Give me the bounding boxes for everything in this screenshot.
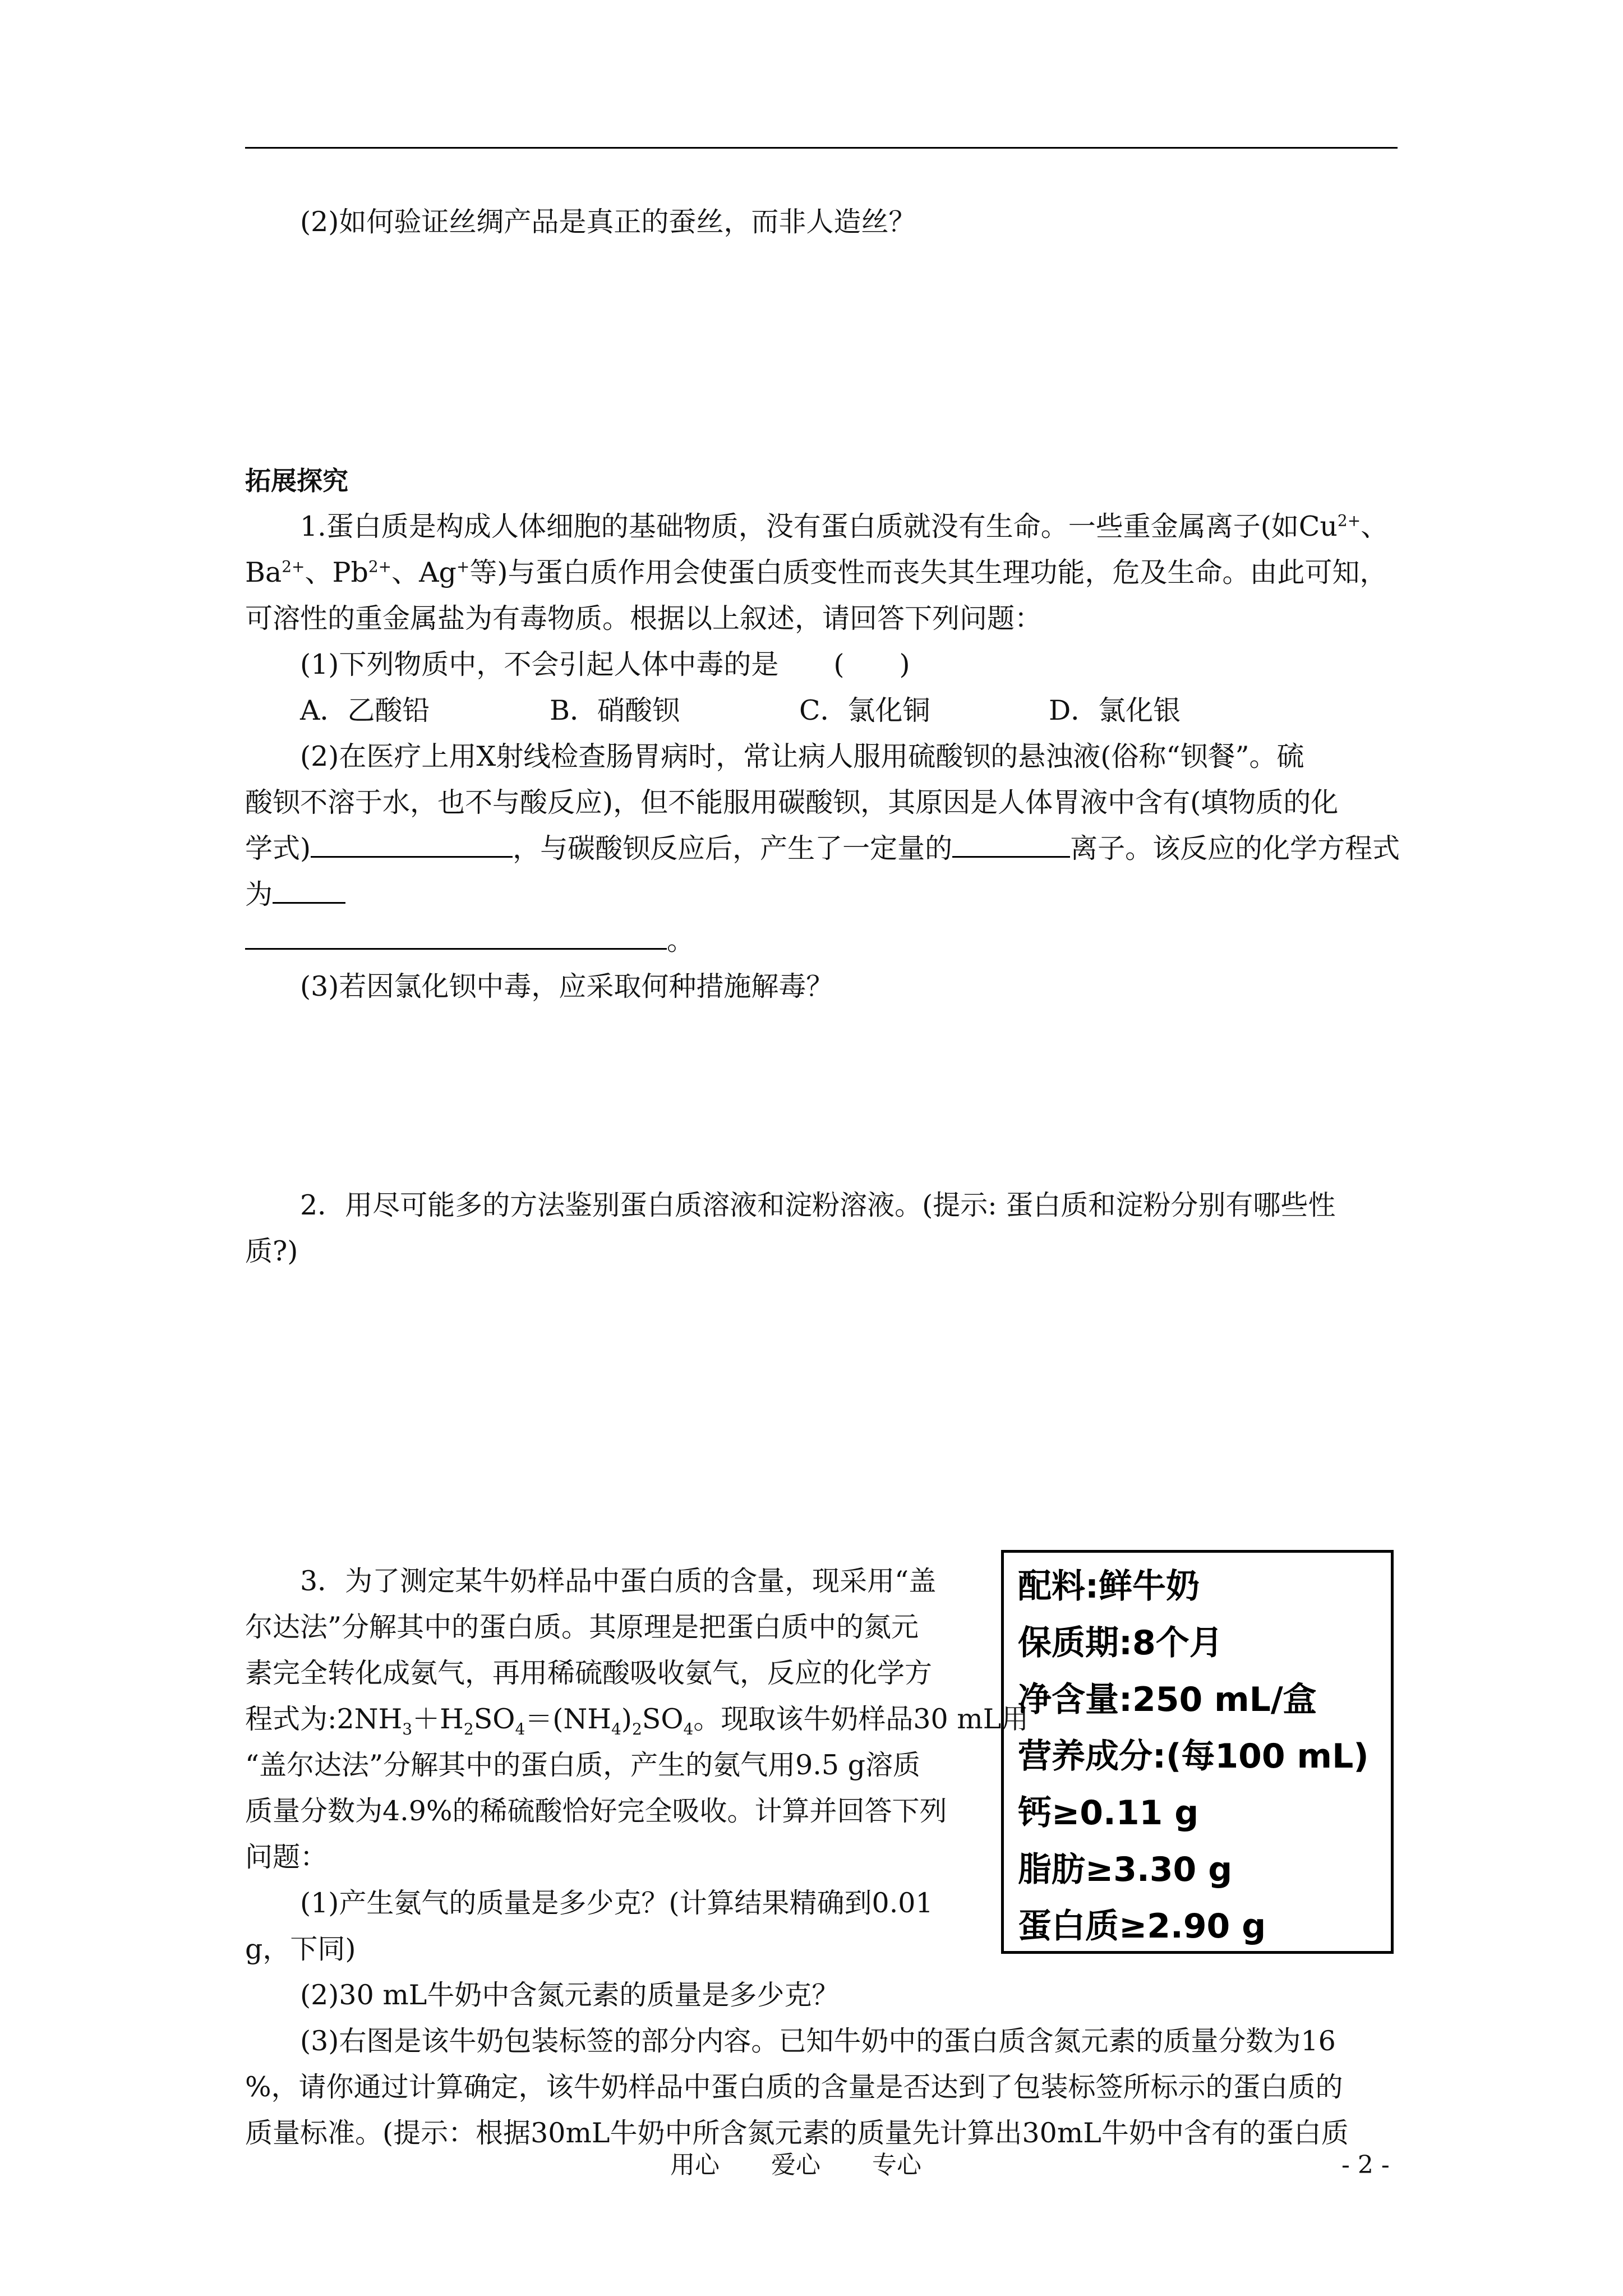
q3-line7: 问题： <box>245 1841 328 1873</box>
eq-subscript: 3 <box>402 1719 413 1738</box>
eq-part: ) <box>621 1703 632 1735</box>
ba-charge: 2+ <box>282 557 305 576</box>
q1-sub2-line5-end: 。 <box>667 924 695 956</box>
header-rule <box>245 147 1398 149</box>
q1-sub2-line1: (2)在医疗上用X射线检查肠胃病时，常让病人服用硫酸钡的悬浊液(俗称“钡餐”。硫 <box>300 740 1304 772</box>
eq-part: 。现取该牛奶样品30 mL用 <box>693 1703 1029 1735</box>
option-a: A．乙酸铅 <box>300 694 430 726</box>
eq-part: 程式为:2NH <box>245 1703 403 1735</box>
pb-symbol: 、Pb <box>305 556 368 588</box>
eq-subscript: 2 <box>631 1719 642 1738</box>
label-protein: 蛋白质≥2.90 g <box>1018 1907 1266 1946</box>
section-title: 拓展探究 <box>245 466 348 496</box>
q3-sub1-line2: g，下同) <box>245 1933 356 1965</box>
page-number: - 2 - <box>1341 2151 1390 2179</box>
q3-sub2: (2)30 mL牛奶中含氮元素的质量是多少克？ <box>300 1979 840 2011</box>
q1-sub1: (1)下列物质中，不会引起人体中毒的是 ( ) <box>300 648 910 680</box>
q3-line1: 3．为了测定某牛奶样品中蛋白质的含量，现采用“盖 <box>300 1565 937 1597</box>
q3-sub3-line3: 质量标准。(提示：根据30mL牛奶中所含氮元素的质量先计算出30mL牛奶中含有的蛋白质 <box>245 2117 1349 2149</box>
q1-line1-text: 1.蛋白质是构成人体细胞的基础物质，没有蛋白质就没有生命。一些重金属离子(如Cu <box>300 510 1338 542</box>
q3-sub1-line1: (1)产生氨气的质量是多少克？(计算结果精确到0.01 <box>300 1887 933 1919</box>
q2-line2: 质?) <box>245 1235 298 1267</box>
label-shelf-life: 保质期:8个月 <box>1018 1623 1223 1663</box>
ag-symbol: 、Ag <box>391 556 457 588</box>
label-calcium: 钙≥0.11 g <box>1018 1793 1199 1833</box>
cu-charge: 2+ <box>1337 511 1361 530</box>
q1-line1-sep: 、 <box>1361 510 1389 542</box>
eq-subscript: 4 <box>683 1719 694 1738</box>
footer-motto-1: 用心 <box>670 2151 720 2179</box>
eq-part: ＋H <box>412 1703 464 1735</box>
pb-charge: 2+ <box>368 557 392 576</box>
eq-part: SO <box>642 1703 684 1735</box>
label-net-content: 净含量:250 mL/盒 <box>1018 1680 1317 1719</box>
q3-line6: 质量分数为4.9%的稀硫酸恰好完全吸收。计算并回答下列 <box>245 1795 947 1827</box>
answer-blank-equation-b[interactable] <box>245 922 667 950</box>
q1-sub2-line3-a: 学式) <box>245 832 311 864</box>
q1-sub2-line3-b: ，与碳酸钡反应后，产生了一定量的 <box>513 832 953 864</box>
answer-blank-ion[interactable] <box>952 830 1070 858</box>
q1-sub2-line3-c: 离子。该反应的化学方程式 <box>1070 832 1400 864</box>
label-nutrition: 营养成分:(每100 mL) <box>1018 1737 1369 1776</box>
footer-motto-2: 爱心 <box>771 2151 820 2179</box>
option-d: D．氯化银 <box>1049 694 1181 726</box>
eq-subscript: 4 <box>611 1719 621 1738</box>
q3-line3: 素完全转化成氨气，再用稀硫酸吸收氨气，反应的化学方 <box>245 1657 933 1689</box>
q1-line3: 可溶性的重金属盐为有毒物质。根据以上叙述，请回答下列问题： <box>245 602 1043 634</box>
footer-motto-3: 专心 <box>872 2151 921 2179</box>
q3-line2: 尔达法”分解其中的蛋白质。其原理是把蛋白质中的氮元 <box>245 1611 919 1643</box>
ba-symbol: Ba <box>245 556 282 588</box>
q3-sub3-line1: (3)右图是该牛奶包装标签的部分内容。已知牛奶中的蛋白质含氮元素的质量分数为16 <box>300 2025 1336 2057</box>
q1-sub2-line2: 酸钡不溶于水，也不与酸反应)，但不能服用碳酸钡，其原因是人体胃液中含有(填物质的化 <box>245 786 1339 818</box>
milk-package-label <box>1001 1550 1394 1954</box>
q1-sub3: (3)若因氯化钡中毒，应采取何种措施解毒？ <box>300 970 834 1002</box>
answer-blank-equation-a[interactable] <box>273 876 345 904</box>
q1-line2-text: 等)与蛋白质作用会使蛋白质变性而丧失其生理功能，危及生命。由此可知， <box>469 556 1387 588</box>
q3-sub3-line2: %，请你通过计算确定，该牛奶样品中蛋白质的含量是否达到了包装标签所标示的蛋白质的 <box>245 2071 1343 2103</box>
question-silk-verification: (2)如何验证丝绸产品是真正的蚕丝，而非人造丝？ <box>300 206 916 238</box>
answer-blank-formula[interactable] <box>311 830 513 858</box>
eq-subscript: 2 <box>463 1719 474 1738</box>
q1-sub2-line4-text: 为 <box>245 878 273 910</box>
option-b: B．硝酸钡 <box>550 694 680 726</box>
option-c: C．氯化铜 <box>799 694 930 726</box>
q2-line1: 2．用尽可能多的方法鉴别蛋白质溶液和淀粉溶液。(提示: 蛋白质和淀粉分别有哪些性 <box>300 1189 1336 1221</box>
eq-part: SO <box>473 1703 515 1735</box>
ag-charge: + <box>456 557 470 576</box>
q3-line5: “盖尔达法”分解其中的蛋白质，产生的氨气用9.5 g溶质 <box>245 1749 920 1781</box>
label-ingredients: 配料:鲜牛奶 <box>1018 1567 1200 1606</box>
q1-sub2-line3 <box>245 821 1400 876</box>
label-fat: 脂肪≥3.30 g <box>1018 1850 1233 1889</box>
eq-subscript: 4 <box>515 1719 525 1738</box>
eq-part: ＝(NH <box>525 1703 611 1735</box>
